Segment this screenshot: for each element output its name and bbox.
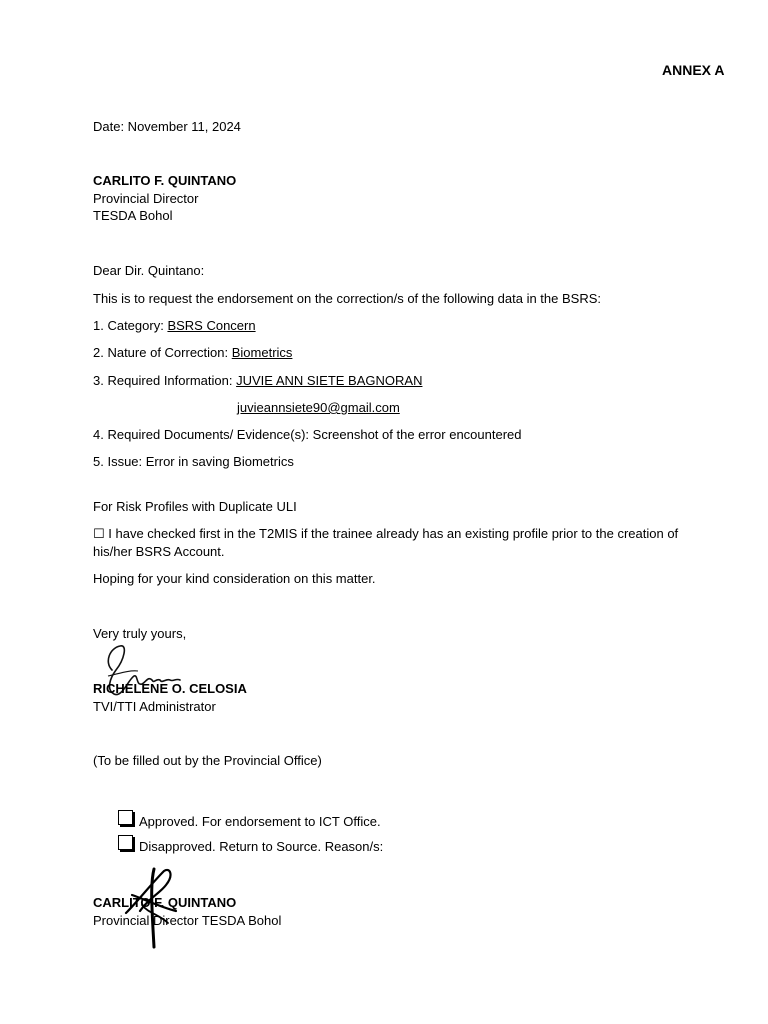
salutation: Dear Dir. Quintano:: [93, 263, 205, 278]
approver-title: Provincial Director TESDA Bohol: [93, 913, 282, 928]
recipient-title: Provincial Director: [93, 191, 199, 206]
item-nature: [93, 344, 292, 361]
item-documents: 4. Required Documents/ Evidence(s): Screenshot of the error encountered: [93, 427, 522, 442]
date-line: Date: November 11, 2024: [93, 119, 241, 134]
category-label: 1. Category:: [93, 318, 168, 333]
approver-name: CARLITO F. QUINTANO: [93, 895, 237, 910]
item-category: [93, 317, 256, 334]
category-value: BSRS Concern: [167, 318, 256, 333]
approved-checkbox[interactable]: [118, 810, 133, 825]
risk-checkbox-statement: ☐ I have checked first in the T2MIS if the trainee already has an existing profile prior to the creation of his/her BSRS Account.: [93, 526, 679, 559]
info-name: JUVIE ANN SIETE BAGNORAN: [236, 373, 423, 388]
disapproved-label: Disapproved. Return to Source. Reason/s:: [139, 839, 384, 854]
sender-title: TVI/TTI Administrator: [93, 699, 216, 714]
item-issue: 5. Issue: Error in saving Biometrics: [93, 454, 294, 469]
annex-label: ANNEX A: [662, 62, 725, 78]
info-email: juvieannsiete90@gmail.com: [237, 400, 400, 415]
nature-label: 2. Nature of Correction:: [93, 345, 232, 360]
recipient-office: TESDA Bohol: [93, 208, 173, 223]
office-note: (To be filled out by the Provincial Office): [93, 753, 322, 768]
info-label: 3. Required Information:: [93, 373, 237, 388]
sender-name: RICHELENE O. CELOSIA: [93, 681, 247, 696]
risk-heading: For Risk Profiles with Duplicate ULI: [93, 499, 297, 514]
nature-value: Biometrics: [231, 345, 293, 360]
disapproved-checkbox[interactable]: [118, 835, 133, 850]
hoping-line: Hoping for your kind consideration on this matter.: [93, 571, 376, 586]
closing: Very truly yours,: [93, 626, 187, 641]
recipient-name: CARLITO F. QUINTANO: [93, 173, 237, 188]
item-info: [93, 372, 422, 389]
approved-label: Approved. For endorsement to ICT Office.: [139, 814, 381, 829]
intro-paragraph: This is to request the endorsement on the correction/s of the following data in the BSRS:: [93, 291, 602, 306]
